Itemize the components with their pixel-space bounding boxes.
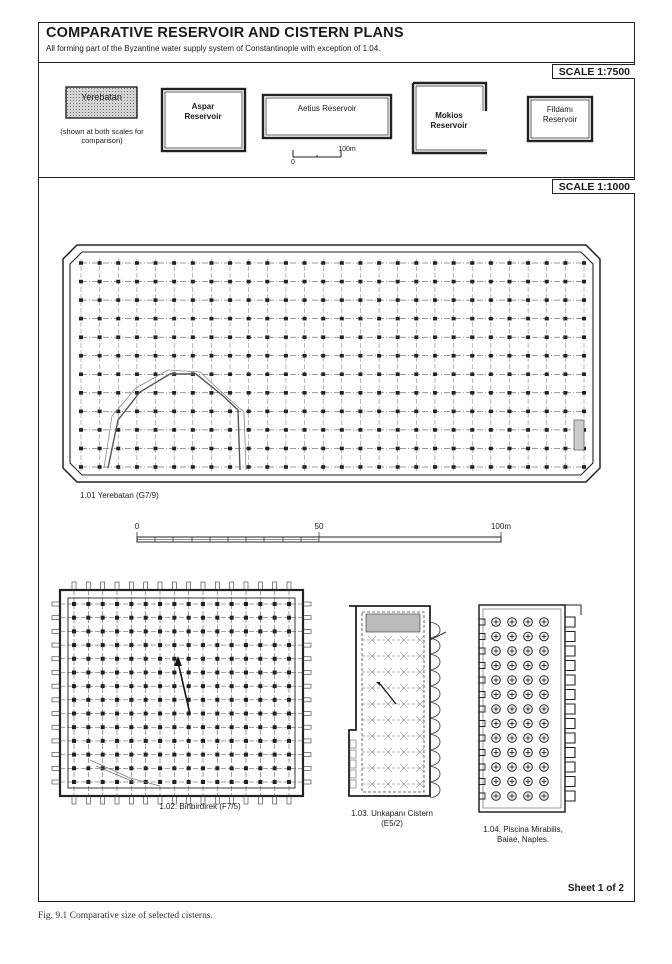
scale-badge-1000: SCALE 1:1000 xyxy=(552,179,635,194)
main-scale-100: 100m xyxy=(490,522,511,531)
scale-badge-7500: SCALE 1:7500 xyxy=(552,64,635,79)
fildami-label: Fildamı Reservoir xyxy=(542,105,578,124)
small-scale-100: 100m xyxy=(338,146,356,153)
yerebatan-note: (shown at both scales for comparison) xyxy=(60,127,144,146)
piscina-buttress xyxy=(565,719,575,729)
piscina-label: 1.04. Piscina Mirabilis, Baiae, Naples. xyxy=(483,825,563,844)
yerebatan-small-label: Yerebatan xyxy=(81,92,122,102)
piscina-buttress xyxy=(565,646,575,656)
figure-caption: Fig. 9.1 Comparative size of selected cisterns. xyxy=(38,911,213,921)
yerebatan-plan-label: 1.01 Yerebatan (G7/9) xyxy=(80,491,159,500)
sheet-number: Sheet 1 of 2 xyxy=(567,883,624,894)
main-scale-50: 50 xyxy=(314,522,324,531)
unkapani-label: 1.03. Unkapanı Cistern (E5/2) xyxy=(351,809,433,828)
main-scale-zero: 0 xyxy=(134,522,140,531)
piscina-buttress xyxy=(565,675,575,685)
binbirdirek-label: 1.02. Binbirdirek (F7/5) xyxy=(159,802,241,811)
aspar-label: Aspar Reservoir xyxy=(184,102,222,121)
piscina-buttress xyxy=(565,690,575,700)
piscina-buttress xyxy=(565,704,575,714)
piscina-buttress xyxy=(565,617,575,627)
sheet-subtitle: All forming part of the Byzantine water supply system of Constantinople with exception of 1.04. xyxy=(46,44,381,53)
piscina-buttress xyxy=(565,777,575,787)
small-scale-zero: 0 xyxy=(291,159,295,166)
mokios-label: Mokios Reservoir xyxy=(430,111,468,130)
aetius-label: Aetius Reservoir xyxy=(297,104,357,113)
piscina-buttress xyxy=(565,661,575,671)
piscina-buttress xyxy=(565,791,575,801)
piscina-buttress xyxy=(565,748,575,758)
sheet-title: COMPARATIVE RESERVOIR AND CISTERN PLANS xyxy=(46,25,404,41)
piscina-buttress xyxy=(565,762,575,772)
piscina-buttress xyxy=(565,632,575,642)
piscina-buttress xyxy=(565,733,575,743)
